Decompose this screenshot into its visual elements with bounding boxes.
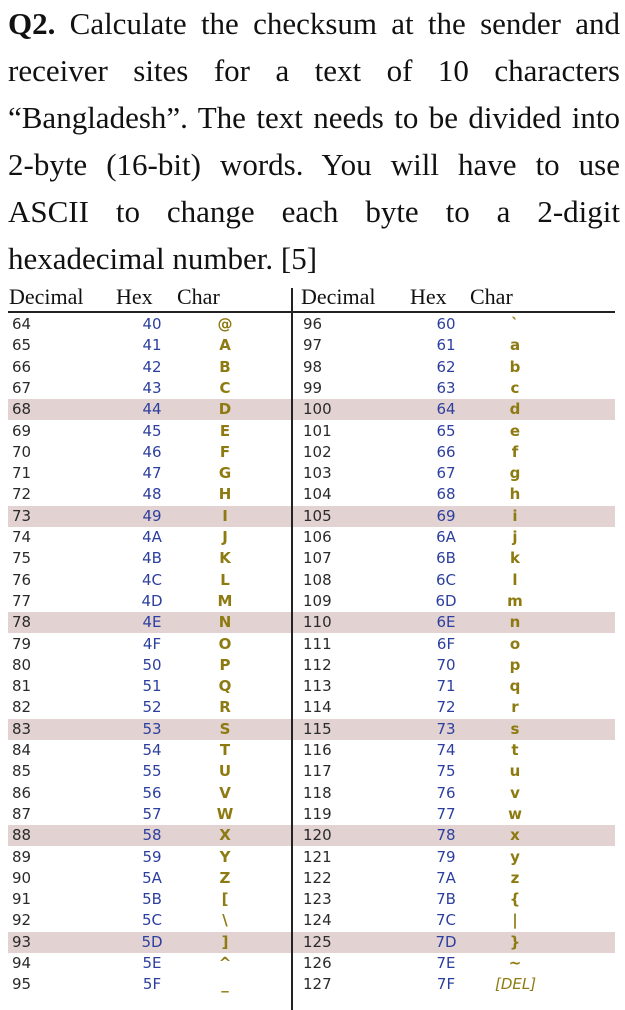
- table-row: [293, 463, 615, 484]
- table-row: [293, 634, 615, 655]
- char-cell: l: [512, 570, 518, 589]
- table-row: [8, 910, 291, 931]
- table-row: [293, 953, 615, 974]
- table-row: [8, 591, 291, 612]
- question-text: [8, 0, 620, 282]
- char-cell: U: [218, 762, 232, 781]
- hex-cell: 5C: [141, 911, 163, 930]
- table-row: [8, 548, 291, 569]
- decimal-cell: 114: [303, 698, 332, 717]
- decimal-cell: 112: [303, 655, 332, 674]
- hex-cell: 5F: [142, 975, 162, 994]
- hex-cell: 65: [436, 421, 456, 440]
- table-row: [293, 804, 615, 825]
- hex-cell: 7F: [436, 975, 456, 994]
- hex-cell: 5D: [141, 932, 163, 951]
- table-row: [8, 953, 291, 974]
- hex-cell: 50: [142, 655, 162, 674]
- hex-cell: 7E: [436, 954, 456, 972]
- decimal-cell: 105: [303, 506, 332, 525]
- hex-cell: 76: [436, 783, 456, 802]
- decimal-cell: 107: [303, 549, 332, 568]
- hex-cell: 49: [142, 506, 162, 525]
- table-row: [8, 932, 291, 953]
- decimal-cell: 99: [303, 378, 323, 397]
- char-cell: [DEL]: [495, 975, 537, 994]
- char-cell: D: [218, 400, 232, 419]
- right-header-decimal: Decimal: [301, 284, 376, 309]
- table-row: [293, 314, 615, 335]
- table-row: [8, 676, 291, 697]
- decimal-cell: 111: [303, 634, 332, 653]
- hex-cell: 46: [142, 442, 162, 461]
- decimal-cell: 117: [303, 762, 332, 781]
- decimal-cell: 92: [12, 911, 32, 930]
- hex-cell: 5A: [142, 868, 162, 887]
- hex-cell: 73: [436, 719, 456, 738]
- char-cell: m: [507, 591, 523, 610]
- question-body: Calculate the checksum at the sender and receiver sites for a text of 10 characters “Bangladesh”. The text needs to be divided into 2-byte (16-bit) words. You will have to use ASCII to change each byte to a 2-digit hexadecimal number. [5]: [8, 6, 620, 276]
- hex-cell: 41: [142, 336, 162, 355]
- hex-cell: 67: [436, 464, 456, 483]
- hex-cell: 69: [436, 506, 456, 525]
- left-header-rule: [8, 311, 291, 313]
- char-cell: X: [219, 826, 231, 845]
- char-cell: [: [221, 890, 229, 909]
- table-row: [8, 847, 291, 868]
- decimal-cell: 115: [303, 719, 332, 738]
- hex-cell: 78: [436, 826, 456, 845]
- char-cell: e: [509, 421, 521, 440]
- decimal-cell: 65: [12, 336, 32, 355]
- hex-cell: 4C: [141, 570, 163, 589]
- decimal-cell: 91: [12, 890, 32, 909]
- hex-cell: 47: [142, 464, 162, 483]
- right-header-hex: Hex: [410, 284, 447, 309]
- table-row: [8, 314, 291, 335]
- char-cell: B: [219, 357, 231, 376]
- decimal-cell: 125: [303, 932, 332, 951]
- table-row: [293, 484, 615, 505]
- char-cell: V: [219, 783, 231, 802]
- hex-cell: 4A: [142, 528, 162, 546]
- table-row: [8, 868, 291, 889]
- decimal-cell: 103: [303, 464, 332, 483]
- hex-cell: 45: [142, 421, 162, 440]
- table-row: [293, 783, 615, 804]
- decimal-cell: 93: [12, 932, 32, 951]
- table-row: [8, 570, 291, 591]
- table-row: [8, 804, 291, 825]
- decimal-cell: 74: [12, 528, 32, 546]
- decimal-cell: 66: [12, 357, 32, 376]
- decimal-cell: 102: [303, 442, 332, 461]
- decimal-cell: 85: [12, 762, 32, 781]
- left-header-hex: Hex: [116, 284, 153, 309]
- hex-cell: 74: [436, 741, 456, 759]
- decimal-cell: 95: [12, 975, 32, 994]
- decimal-cell: 78: [12, 613, 32, 632]
- hex-cell: 43: [142, 378, 162, 397]
- hex-cell: 5B: [142, 890, 162, 909]
- char-cell: Y: [219, 847, 231, 866]
- table-row: [293, 527, 615, 548]
- left-header-char: Char: [177, 284, 220, 309]
- char-cell: q: [509, 677, 521, 696]
- table-row: [293, 847, 615, 868]
- table-row: [8, 889, 291, 910]
- decimal-cell: 127: [303, 975, 332, 994]
- hex-cell: 58: [142, 826, 162, 845]
- char-cell: F: [219, 442, 231, 461]
- right-header-char: Char: [470, 284, 513, 309]
- decimal-cell: 72: [12, 485, 32, 504]
- table-row: [8, 484, 291, 505]
- hex-cell: 7C: [435, 911, 457, 930]
- table-row: [293, 889, 615, 910]
- char-cell: \: [222, 911, 228, 930]
- char-cell: t: [511, 741, 519, 759]
- decimal-cell: 113: [303, 677, 332, 696]
- decimal-cell: 101: [303, 421, 332, 440]
- hex-cell: 40: [142, 315, 162, 333]
- decimal-cell: 120: [303, 826, 332, 845]
- char-cell: ^: [218, 954, 232, 972]
- hex-cell: 59: [142, 847, 162, 866]
- table-row: [293, 868, 615, 889]
- table-row: [293, 357, 615, 378]
- decimal-cell: 108: [303, 570, 332, 589]
- table-row: [8, 506, 291, 527]
- hex-cell: 4E: [142, 613, 162, 632]
- decimal-cell: 98: [303, 357, 323, 376]
- decimal-cell: 123: [303, 890, 332, 909]
- hex-cell: 64: [436, 400, 456, 419]
- hex-cell: 72: [436, 698, 456, 717]
- table-row: [293, 676, 615, 697]
- decimal-cell: 118: [303, 783, 332, 802]
- decimal-cell: 70: [12, 442, 32, 461]
- decimal-cell: 81: [12, 677, 32, 696]
- table-row: [293, 421, 615, 442]
- table-row: [8, 421, 291, 442]
- table-row: [293, 442, 615, 463]
- table-row: [8, 719, 291, 740]
- char-cell: Q: [218, 677, 232, 696]
- decimal-cell: 87: [12, 804, 32, 823]
- char-cell: h: [509, 485, 521, 504]
- char-cell: z: [510, 868, 520, 887]
- table-row: [293, 591, 615, 612]
- decimal-cell: 106: [303, 528, 332, 546]
- table-row: [293, 655, 615, 676]
- hex-cell: 7D: [435, 932, 457, 951]
- decimal-cell: 100: [303, 400, 332, 419]
- decimal-cell: 90: [12, 868, 32, 887]
- hex-cell: 77: [436, 804, 456, 823]
- char-cell: }: [509, 932, 521, 951]
- hex-cell: 54: [142, 741, 162, 759]
- hex-cell: 6A: [436, 528, 456, 546]
- right-header-rule: [293, 311, 615, 313]
- table-row: [293, 335, 615, 356]
- char-cell: f: [511, 442, 519, 461]
- char-cell: J: [222, 528, 228, 546]
- decimal-cell: 76: [12, 570, 32, 589]
- char-cell: c: [510, 378, 520, 397]
- char-cell: C: [219, 378, 231, 397]
- decimal-cell: 121: [303, 847, 332, 866]
- char-cell: n: [509, 613, 521, 632]
- decimal-cell: 83: [12, 719, 32, 738]
- char-cell: u: [509, 762, 521, 781]
- hex-cell: 57: [142, 804, 162, 823]
- decimal-cell: 69: [12, 421, 32, 440]
- hex-cell: 75: [436, 762, 456, 781]
- decimal-cell: 86: [12, 783, 32, 802]
- decimal-cell: 96: [303, 315, 323, 333]
- table-row: [8, 442, 291, 463]
- table-row: [8, 335, 291, 356]
- char-cell: O: [218, 634, 232, 653]
- question-number: Q2.: [8, 6, 56, 41]
- table-row: [8, 655, 291, 676]
- decimal-cell: 73: [12, 506, 32, 525]
- char-cell: g: [509, 464, 521, 483]
- char-cell: Z: [219, 868, 231, 887]
- table-row: [293, 910, 615, 931]
- decimal-cell: 122: [303, 868, 332, 887]
- hex-cell: 48: [142, 485, 162, 504]
- hex-cell: 63: [436, 378, 456, 397]
- decimal-cell: 97: [303, 336, 323, 355]
- hex-cell: 79: [436, 847, 456, 866]
- hex-cell: 56: [142, 783, 162, 802]
- char-cell: G: [218, 464, 232, 483]
- table-row: [8, 974, 291, 995]
- hex-cell: 71: [436, 677, 456, 696]
- table-row: [8, 761, 291, 782]
- hex-cell: 6D: [435, 591, 457, 610]
- char-cell: L: [220, 570, 230, 589]
- hex-cell: 60: [436, 315, 456, 333]
- char-cell: w: [508, 804, 522, 823]
- hex-cell: 7A: [436, 868, 456, 887]
- char-cell: v: [510, 783, 520, 802]
- table-row: [293, 825, 615, 846]
- decimal-cell: 75: [12, 549, 32, 568]
- table-row: [8, 740, 291, 761]
- table-row: [293, 761, 615, 782]
- table-row: [8, 399, 291, 420]
- decimal-cell: 71: [12, 464, 32, 483]
- decimal-cell: 89: [12, 847, 32, 866]
- char-cell: o: [509, 634, 521, 653]
- hex-cell: 7B: [436, 890, 456, 909]
- char-cell: @: [217, 315, 233, 333]
- decimal-cell: 124: [303, 911, 332, 930]
- char-cell: P: [219, 655, 231, 674]
- hex-cell: 6F: [436, 634, 456, 653]
- hex-cell: 70: [436, 655, 456, 674]
- char-cell: S: [219, 719, 231, 738]
- hex-cell: 66: [436, 442, 456, 461]
- hex-cell: 4D: [141, 591, 163, 610]
- char-cell: N: [218, 613, 232, 632]
- table-row: [8, 783, 291, 804]
- decimal-cell: 80: [12, 655, 32, 674]
- hex-cell: 6E: [436, 613, 456, 632]
- char-cell: d: [509, 400, 521, 419]
- char-cell: i: [512, 506, 518, 525]
- hex-cell: 4F: [142, 634, 162, 653]
- table-row: [8, 463, 291, 484]
- hex-cell: 51: [142, 677, 162, 696]
- decimal-cell: 68: [12, 400, 32, 419]
- hex-cell: 68: [436, 485, 456, 504]
- table-row: [8, 378, 291, 399]
- char-cell: p: [509, 655, 521, 674]
- decimal-cell: 82: [12, 698, 32, 717]
- char-cell: j: [512, 528, 518, 546]
- table-row: [293, 378, 615, 399]
- char-cell: ]: [221, 932, 229, 951]
- hex-cell: 6C: [435, 570, 457, 589]
- table-row: [293, 570, 615, 591]
- decimal-cell: 77: [12, 591, 32, 610]
- hex-cell: 4B: [142, 549, 162, 568]
- char-cell: r: [511, 698, 519, 717]
- char-cell: s: [510, 719, 520, 738]
- table-row: [293, 932, 615, 953]
- char-cell: ~: [508, 954, 522, 972]
- char-cell: _: [221, 975, 229, 994]
- char-cell: K: [219, 549, 231, 568]
- decimal-cell: 94: [12, 954, 32, 972]
- table-row: [293, 697, 615, 718]
- hex-cell: 5E: [142, 954, 162, 972]
- left-header-decimal: Decimal: [9, 284, 84, 309]
- char-cell: R: [219, 698, 231, 717]
- decimal-cell: 119: [303, 804, 332, 823]
- ascii-table: [0, 284, 625, 1010]
- table-row: [8, 825, 291, 846]
- hex-cell: 62: [436, 357, 456, 376]
- table-row: [8, 697, 291, 718]
- table-row: [293, 506, 615, 527]
- decimal-cell: 104: [303, 485, 332, 504]
- table-row: [293, 612, 615, 633]
- hex-cell: 44: [142, 400, 162, 419]
- decimal-cell: 84: [12, 741, 32, 759]
- char-cell: y: [510, 847, 520, 866]
- char-cell: T: [219, 741, 231, 759]
- char-cell: x: [510, 826, 520, 845]
- hex-cell: 42: [142, 357, 162, 376]
- char-cell: A: [219, 336, 231, 355]
- decimal-cell: 116: [303, 741, 332, 759]
- hex-cell: 61: [436, 336, 456, 355]
- char-cell: W: [216, 804, 234, 823]
- decimal-cell: 126: [303, 954, 332, 972]
- table-row: [8, 527, 291, 548]
- char-cell: {: [509, 890, 521, 909]
- decimal-cell: 64: [12, 315, 32, 333]
- hex-cell: 55: [142, 762, 162, 781]
- decimal-cell: 109: [303, 591, 332, 610]
- char-cell: I: [222, 506, 228, 525]
- decimal-cell: 110: [303, 613, 332, 632]
- char-cell: b: [509, 357, 521, 376]
- hex-cell: 53: [142, 719, 162, 738]
- table-row: [293, 974, 615, 995]
- char-cell: k: [510, 549, 520, 568]
- table-row: [293, 719, 615, 740]
- decimal-cell: 88: [12, 826, 32, 845]
- char-cell: `: [511, 315, 519, 333]
- char-cell: |: [512, 911, 518, 930]
- char-cell: H: [218, 485, 232, 504]
- char-cell: E: [219, 421, 231, 440]
- decimal-cell: 79: [12, 634, 32, 653]
- hex-cell: 6B: [436, 549, 456, 568]
- table-row: [293, 740, 615, 761]
- char-cell: a: [509, 336, 521, 355]
- table-row: [8, 612, 291, 633]
- char-cell: M: [217, 591, 233, 610]
- table-row: [293, 399, 615, 420]
- decimal-cell: 67: [12, 378, 32, 397]
- table-row: [293, 548, 615, 569]
- table-row: [8, 634, 291, 655]
- table-row: [8, 357, 291, 378]
- hex-cell: 52: [142, 698, 162, 717]
